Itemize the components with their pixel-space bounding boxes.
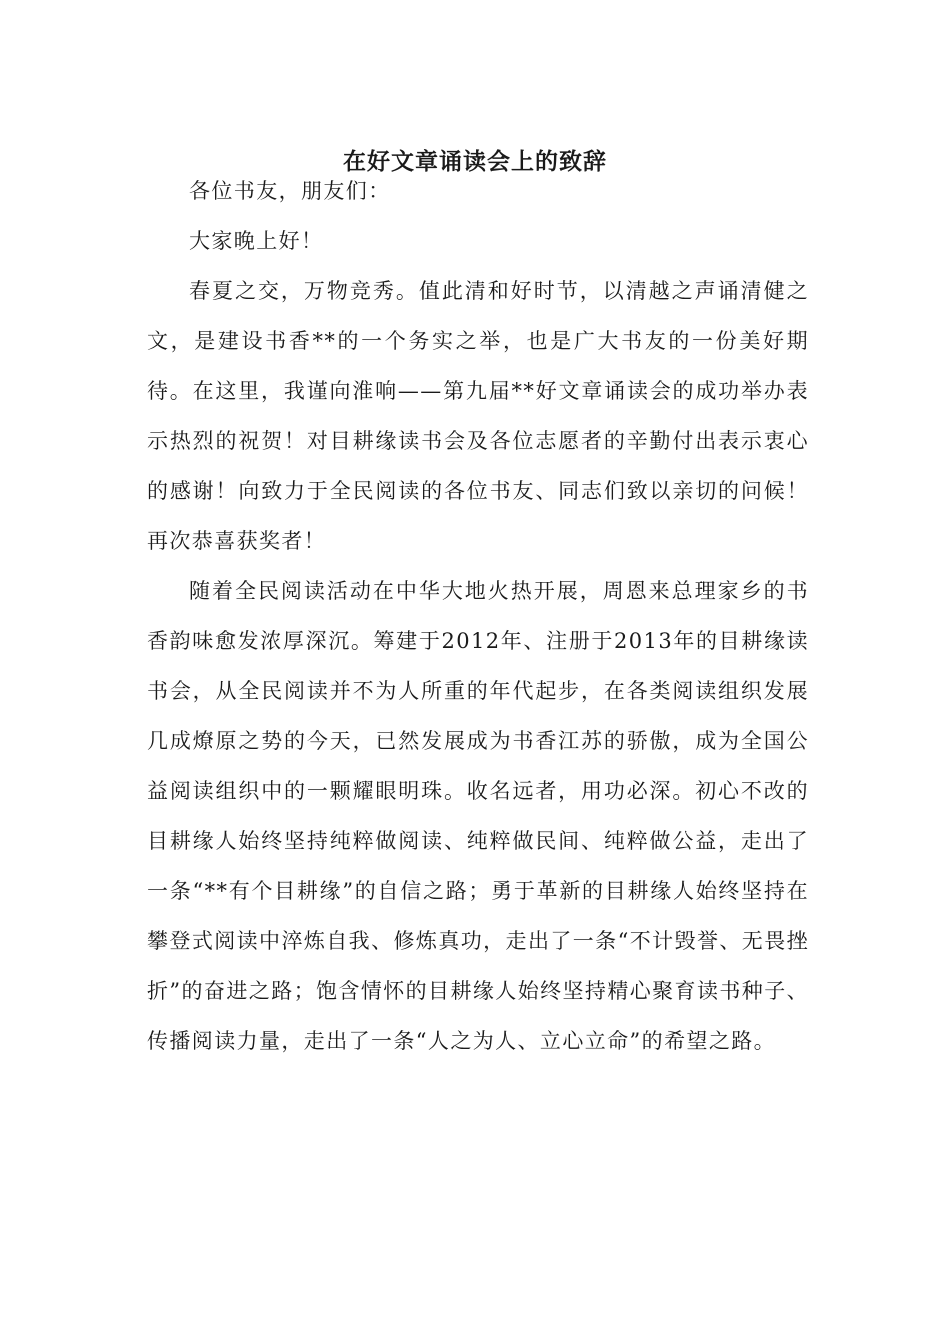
- salutation-paragraph: 各位书友，朋友们：: [189, 179, 391, 203]
- body-paragraph: 随着全民阅读活动在中华大地火热开展，周恩来总理家乡的书香韵味愈发浓厚深沉。筹建于2012年、注册于2013年的目耕缘读书会，从全民阅读并不为人所重的年代起步，在各类阅读组织发展几成燎原之势的今天，已然发展成为书香江苏的骄傲，成为全国公益阅读组织中的一颗耀眼明珠。收名远者，用功必深。初心不改的目耕缘人始终坚持纯粹做阅读、纯粹做民间、纯粹做公益，走出了一条“**有个目耕缘”的自信之路；勇于革新的目耕缘人始终坚持在攀登式阅读中淬炼自我、修炼真功，走出了一条“不计毁誉、无畏挫折”的奋进之路；饱含情怀的目耕缘人始终坚持精心聚育读书种子、传播阅读力量，走出了一条“人之为人、立心立命”的希望之路。: [147, 579, 809, 1053]
- document-title: 在好文章诵读会上的致辞: [343, 148, 607, 175]
- greeting-paragraph: 大家晚上好！: [189, 229, 324, 253]
- body-paragraph: 春夏之交，万物竞秀。值此清和好时节，以清越之声诵清健之文，是建设书香**的一个务实之举，也是广大书友的一份美好期待。在这里，我谨向淮响——第九届**好文章诵读会的成功举办表示热烈的祝贺！对目耕缘读书会及各位志愿者的辛勤付出表示衷心的感谢！向致力于全民阅读的各位书友、同志们致以亲切的问候！再次恭喜获奖者！: [147, 279, 809, 553]
- document-body: [147, 166, 809, 1066]
